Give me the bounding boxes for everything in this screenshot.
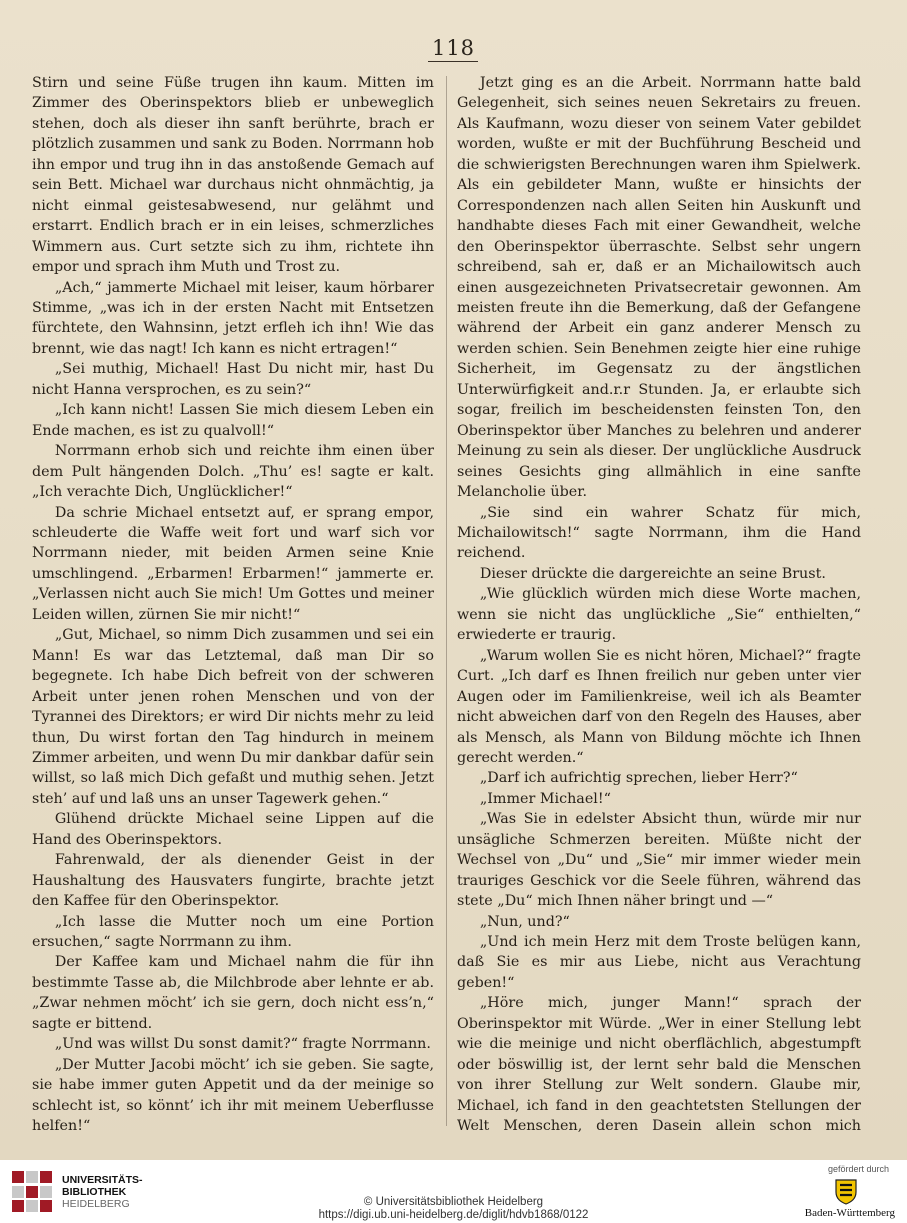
paragraph: „Ich kann nicht! Lassen Sie mich diesem Leben ein Ende machen, es ist zu qualvoll!“ [32, 402, 434, 439]
paragraph: „Höre mich, junger Mann!“ sprach der Oberinspektor mit Würde. „Wer in einer Stellung lebt wie die meinige und nicht oberflächlich, abgestumpft oder böswillig ist, der lernt sehr bald die Menschen von ihrer Stellung zur Welt sondern. Glaube mir, Michael, ich fand in den geachtetsten Stellungen der Welt Menschen, deren Dasein allein schon mich [457, 995, 861, 1135]
paragraph: „Der Mutter Jacobi möcht’ ich sie geben. Sie sagte, sie habe immer guten Appetit und da der meinige so schlecht ist, so könnt’ ich ihr mit meinem Ueberflusse helfen!“ [32, 1056, 434, 1135]
paragraph: „Sie sind ein wahrer Schatz für mich, Michailowitsch!“ sagte Norrmann, ihm die Hand reichend. [457, 504, 861, 562]
paragraph: „Ach,“ jammerte Michael mit leiser, kaum hörbarer Stimme, „was ich in der ersten Nacht mit Entsetzen fürchtete, den Wahnsinn, jetzt erfleh ich ihn! Wie das brennt, wie das nagt! Ich kann es nicht ertragen!“ [32, 279, 434, 357]
sponsor-label: gefördert durch [827, 1164, 889, 1174]
baden-wuerttemberg-emblem-icon [831, 1177, 861, 1205]
paragraph: Der Kaffee kam und Michael nahm die für ihn bestimmte Tasse ab, die Milchbrode aber lehnte er ab. „Zwar nehmen möcht’ ich sie gern, doch nicht ess’n,“ sagte er bittend. [32, 954, 434, 1032]
paragraph: „Warum wollen Sie es nicht hören, Michael?“ fragte Curt. „Ich darf es Ihnen freilich nur geben unter vier Augen oder im Familienkreise, weil ich als Beamter nicht abweichen darf von den Regeln des Hauses, aber als Mensch, als Mann von Bildung möchte ich Ihnen gerecht werden.“ [457, 647, 861, 766]
paragraph: „Wie glücklich würden mich diese Worte machen, wenn sie nicht das unglückliche „Sie“ enthielten,“ erwiederte er traurig. [457, 586, 861, 644]
header-rule [428, 61, 478, 62]
page-number: 118 [431, 36, 476, 60]
paragraph: Stirn und seine Füße trugen ihn kaum. Mitten im Zimmer des Oberinspektors blieb er unbeweglich stehen, doch als dieser ihn sanft berührte, brach er plötzlich zusammen und sank zu Boden. Norrmann hob ihn empor und trug ihn in das anstoßende Gemach auf sein Bett. Michael war durchaus nicht ohnmächtig, ja nicht einmal geistesabwesend, nur gelähmt und erstarrt. Endlich brach er in ein leises, schmerzliches Wimmern aus. Curt setzte sich zu ihm, richtete ihn empor und sprach ihm Muth und Trost zu. [32, 75, 434, 276]
paragraph: „Sei muthig, Michael! Hast Du nicht mir, hast Du nicht Hanna versprochen, es zu sein?“ [32, 361, 434, 398]
paragraph: „Darf ich aufrichtig sprechen, lieber Herr?“ [479, 770, 798, 787]
paragraph: Dieser drückte die dargereichte an seine Brust. [479, 565, 826, 582]
paragraph: „Gut, Michael, so nimm Dich zusammen und sei ein Mann! Es war das Letztemal, daß man Dir so begegnete. Ich habe Dich befreit von der schweren Arbeit unter jenen rohen Menschen und von der Tyrannei des Direktors; er wird Dir nichts mehr zu leid thun, Du wirst fortan den Tag hindurch in meinem Zimmer arbeiten, und wenn Du mir dankbar dafür sein willst, so laß mich Dich gefaßt und muthig sehen. Jetzt steh’ auf und laß uns an unser Tagewerk gehen.“ [32, 627, 434, 807]
permalink-url[interactable]: https://digi.ub.uni-heidelberg.de/diglit/hdvb1868/0122 [318, 1209, 589, 1221]
paragraph: Norrmann erhob sich und reichte ihm einen über dem Pult hängenden Dolch. „Thu’ es! sagte er kalt. „Ich verachte Dich, Unglücklicher!“ [32, 443, 434, 501]
paragraph: Fahrenwald, der als dienender Geist in der Haushaltung des Hausvaters fungirte, brachte jetzt den Kaffee für den Oberinspektor. [32, 852, 434, 910]
paragraph: Glühend drückte Michael seine Lippen auf die Hand des Oberinspektors. [32, 811, 434, 848]
paragraph: „Nun, und?“ [479, 913, 570, 930]
right-column [457, 73, 861, 1135]
left-column [32, 73, 434, 1135]
paragraph: „Und ich mein Herz mit dem Troste belügen kann, daß Sie es mir aus Liebe, nicht aus Verachtung geben!“ [457, 934, 861, 991]
viewer-footer [0, 1160, 907, 1223]
library-name-line: HEIDELBERG [62, 1198, 130, 1210]
copyright-notice: © Universitätsbibliothek Heidelberg [363, 1196, 544, 1208]
paragraph: „Und was willst Du sonst damit?“ fragte Norrmann. [54, 1036, 431, 1053]
library-name-line: BIBLIOTHEK [62, 1186, 127, 1198]
paragraph: Da schrie Michael entsetzt auf, er sprang empor, schleuderte die Waffe weit fort und warf sich vor Norrmann nieder, mit beiden Armen seine Knie umschlingend. „Erbarmen! Erbarmen!“ jammerte er. „Verlassen nicht auch Sie mich! Um Gottes und meiner Leiden willen, zürnen Sie mir nicht!“ [32, 504, 434, 623]
column-divider [446, 76, 447, 1126]
copyright-block [0, 1196, 907, 1222]
library-name-line: UNIVERSITÄTS- [62, 1174, 143, 1186]
paragraph: Jetzt ging es an die Arbeit. Norrmann hatte bald Gelegenheit, sich seines neuen Sekretairs zu freuen. Als Kaufmann, wozu dieser von seinem Vater gebildet worden, wußte er mit der Buchführung Bescheid und die schwierigsten Berechnungen waren ihm Spielwerk. Als ein gebildeter Mann, wußte er hinsichts der Correspondenzen nach allen Seiten hin Auskunft und handhabte dieses Fach mit einer Gewandheit, welche den Oberinspektor überraschte. Selbst sehr ungern schreibend, sah er, daß er an Michailowitsch auch einen ausgezeichneten Privatsecretair gewonnen. Am meisten freute ihn die Bemerkung, daß der Gefangene während der Arbeit ein ganz anderer Mensch zu werden schien. Sein Benehmen zeigte hier eine ruhige Sicherheit, im Gegensatz zu der ängstlichen Unterwürfigkeit and.r.r Stunden. Ja, er erlaubte sich sogar, freilich im bescheidensten feinsten Ton, den Oberinspektor über Manches zu belehren und anderer Meinung zu sein als dieser. Der unglückliche Ausdruck seines Gesichts ging allmählich in eine sanfte Melancholie über. [457, 75, 861, 501]
paragraph: „Was Sie in edelster Absicht thun, würde mir nur unsägliche Schmerzen bereiten. Müßte nicht der Wechsel von „Du“ und „Sie“ mir immer wieder mein trauriges Geschick vor die Seele führen, während das stete „Du“ mich Ihnen näher bringt und —“ [457, 811, 861, 910]
paragraph: „Immer Michael!“ [479, 790, 611, 807]
paragraph: „Ich lasse die Mutter noch um eine Portion ersuchen,“ sagte Norrmann zu ihm. [32, 913, 434, 951]
sponsor-name: Baden-Württemberg [804, 1207, 895, 1219]
